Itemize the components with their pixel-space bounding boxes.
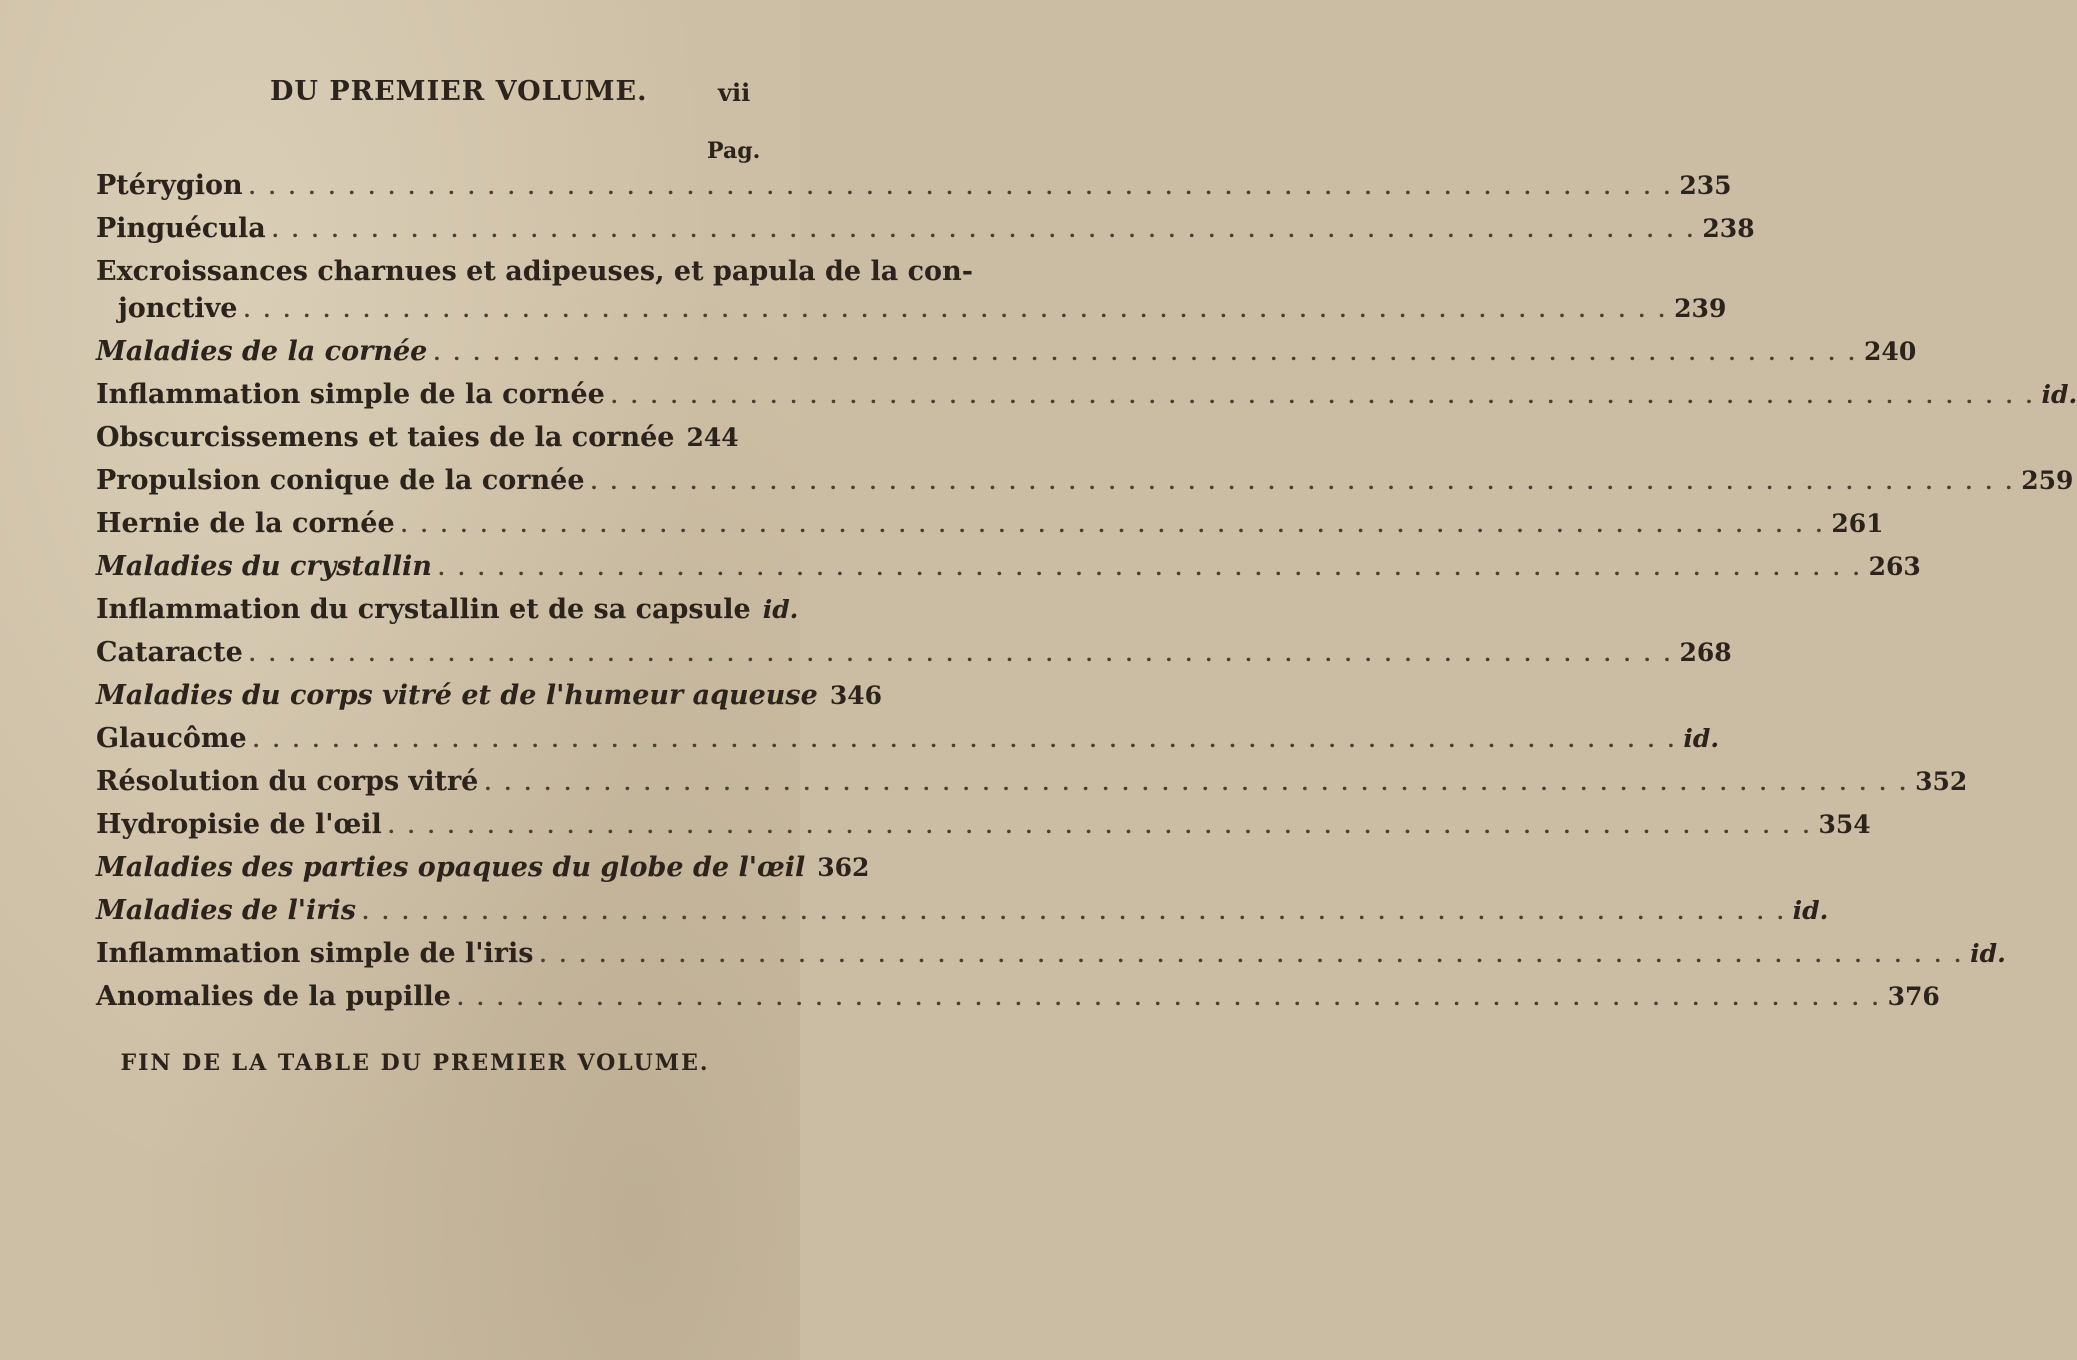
dot-leader (362, 900, 1787, 924)
dot-leader (401, 513, 1826, 537)
toc-entry-title: Inflammation simple de la cornée (96, 379, 605, 410)
toc-entry (96, 895, 1829, 938)
toc-entry-title: Inflammation simple de l'iris (96, 938, 534, 969)
toc-entry-page: 354 (1818, 810, 1871, 839)
toc-entry-title: Excroissances charnues et adipeuses, et papula de la con- (96, 256, 973, 287)
dot-leader (539, 943, 1964, 967)
toc-entry-title: Maladies des parties opaques du globe de l'œil (96, 852, 806, 883)
end-of-table-note: FIN DE LA TABLE DU PREMIER VOLUME. (120, 1050, 710, 1076)
dot-leader (433, 341, 1858, 365)
dot-leader (457, 986, 1882, 1010)
dot-leader (243, 298, 1668, 322)
toc-entry-page: 268 (1679, 638, 1732, 667)
dot-leader (249, 175, 1674, 199)
toc-entry-title: Obscurcissemens et taies de la cornée (96, 422, 675, 453)
toc-entry-title: Pinguécula (96, 213, 266, 244)
toc-entry-title: Cataracte (96, 637, 243, 668)
toc-entry (96, 422, 739, 465)
toc-entry-title: Hydropisie de l'œil (96, 809, 382, 840)
toc-entry (96, 508, 1884, 551)
toc-entry (96, 551, 1921, 594)
toc-entry-page: 244 (686, 423, 739, 452)
toc-entry-title: Maladies du crystallin (96, 551, 432, 582)
toc-entry-title: Glaucôme (96, 723, 247, 754)
toc-entry (96, 336, 1917, 379)
toc-entry (96, 637, 1732, 680)
toc-entry-page: 346 (829, 681, 883, 710)
toc-entry-title: Résolution du corps vitré (96, 766, 479, 797)
toc-entry-page: 239 (1674, 294, 1727, 323)
dot-leader (249, 642, 1674, 666)
toc-entry (96, 213, 1755, 256)
toc-entry-page: id. (2041, 380, 2077, 409)
dot-leader (388, 814, 1813, 838)
toc-entry-page: 238 (1702, 214, 1755, 243)
toc-entry-page: id. (1683, 724, 1720, 753)
toc-entry-page: 240 (1864, 337, 1917, 366)
toc-entry-page: 376 (1887, 982, 1940, 1011)
table-of-contents (96, 170, 2077, 1024)
page-header (0, 76, 800, 116)
toc-entry-title: Maladies de l'iris (96, 895, 356, 926)
toc-entry-title: jonctive (118, 293, 238, 324)
toc-entry-title: Ptérygion (96, 170, 243, 201)
toc-entry-title: Maladies du corps vitré et de l'humeur aqueuse (96, 680, 818, 711)
toc-entry-page: 261 (1831, 509, 1884, 538)
toc-entry (96, 594, 799, 637)
running-title: DU PREMIER VOLUME. (270, 76, 648, 107)
toc-entry-page: 259 (2021, 466, 2074, 495)
toc-entry-title: Hernie de la cornée (96, 508, 395, 539)
toc-entry-page: id. (1970, 939, 2006, 968)
toc-entry-page: 263 (1868, 552, 1921, 581)
toc-entry (96, 723, 1720, 766)
toc-entry (96, 852, 870, 895)
toc-entry-page: id. (762, 595, 799, 624)
dot-leader (484, 771, 1909, 795)
dot-leader (591, 470, 2016, 494)
toc-entry (96, 680, 883, 723)
toc-entry-title: Propulsion conique de la cornée (96, 465, 585, 496)
page-column-heading: Pag. (707, 138, 761, 164)
toc-entry (96, 465, 2074, 508)
toc-entry-page: id. (1792, 896, 1829, 925)
toc-entry-title: Anomalies de la pupille (96, 981, 451, 1012)
dot-leader (253, 728, 1678, 752)
toc-entry (96, 170, 1732, 213)
toc-entry (96, 938, 2006, 981)
toc-entry (96, 256, 973, 293)
toc-entry (96, 379, 2077, 422)
dot-leader (438, 556, 1863, 580)
folio-number: vii (718, 78, 751, 107)
toc-entry-page: 352 (1915, 767, 1968, 796)
toc-entry-page: 362 (817, 853, 870, 882)
toc-entry (96, 809, 1871, 852)
toc-entry-title: Maladies de la cornée (96, 336, 428, 367)
toc-entry-title: Inflammation du crystallin et de sa capsule (96, 594, 751, 625)
toc-entry (96, 766, 1968, 809)
toc-entry (96, 293, 1727, 336)
dot-leader (611, 384, 2036, 408)
toc-entry (96, 981, 1940, 1024)
dot-leader (272, 218, 1697, 242)
toc-entry-page: 235 (1679, 171, 1732, 200)
